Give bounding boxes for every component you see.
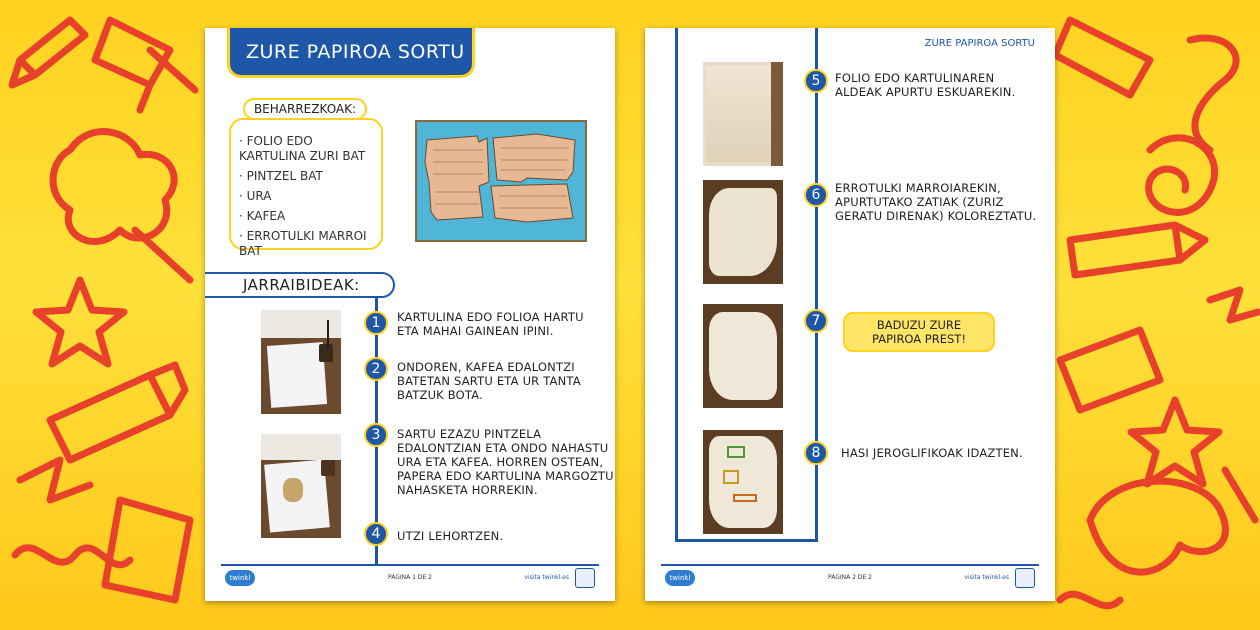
footer-page-number: PÁGINA 1 DE 2: [387, 574, 432, 581]
papyrus-example-image: [415, 120, 587, 242]
twinkl-logo: twinkl: [225, 570, 255, 586]
badge-icon: [1015, 568, 1035, 588]
step-text-6: ERROTULKI MARROIAREKIN, APURTUTAKO ZATIAK (ZURIZ GERATU DIRENAK) KOLOREZTATU.: [835, 181, 1037, 223]
ready-message: BADUZU ZURE PAPIROA PREST!: [843, 312, 995, 352]
steps-rail-bottom: [675, 539, 818, 542]
square-doodle-icon: [105, 500, 190, 600]
instructions-title: JARRAIBIDEAK:: [205, 272, 395, 298]
requirements-box: [229, 118, 383, 258]
badge-icon: [575, 568, 595, 588]
step-text-3: SARTU EZAZU PINTZELA EDALONTZIAN ETA ONDO NAHASTU URA ETA KAFEA. HORREN OSTEAN, PAPERA EDO KARTULINA MARGOZTU NAHASKETA HORREKIN.: [397, 427, 614, 497]
step-number-7: 7: [804, 309, 828, 333]
step-number-1: 1: [364, 311, 388, 335]
step-photo-painting-coffee: [261, 434, 341, 538]
requirement-item: · URA: [239, 189, 272, 203]
requirement-item: · ERROTULKI MARROI BAT: [239, 229, 367, 258]
step-number-3: 3: [364, 423, 388, 447]
pencil-doodle-icon: [12, 20, 85, 85]
star-doodle-icon: [36, 280, 124, 364]
page-title: ZURE PAPIROA SORTU: [227, 28, 475, 78]
requirement-item: · KAFEA: [239, 209, 286, 223]
footer-divider: [221, 564, 599, 566]
brush-doodle-icon: [95, 20, 170, 110]
step-number-8: 8: [804, 441, 828, 465]
paint-tube-doodle-icon: [1060, 330, 1160, 410]
squiggle-doodle-icon: [1190, 38, 1236, 150]
splat-doodle-icon: [53, 131, 174, 241]
paint-tube-doodle-icon: [50, 365, 185, 460]
step-photo-torn-edges: [703, 62, 783, 166]
step-number-6: 6: [804, 183, 828, 207]
steps-rail: [675, 28, 678, 542]
step-photo-colored-edges: [703, 180, 783, 284]
pencil-doodle-icon: [1225, 470, 1255, 520]
requirements-label: BEHARREZKOAK:: [243, 98, 367, 120]
worksheet-page-2: [645, 28, 1055, 601]
footer-url: visita twinkl.es: [524, 574, 569, 581]
step-text-5: FOLIO EDO KARTULINAREN ALDEAK APURTU ESKUAREKIN.: [835, 71, 1016, 99]
zigzag-doodle-icon: [20, 460, 90, 500]
twinkl-logo: twinkl: [665, 570, 695, 586]
palette-doodle-icon: [1090, 481, 1225, 572]
step-text-8: HASI JEROGLIFIKOAK IDAZTEN.: [841, 446, 1023, 460]
worksheet-page-1: [205, 28, 615, 601]
step-text-2: ONDOREN, KAFEA EDALONTZI BATETAN SARTU ETA UR TANTA BATZUK BOTA.: [397, 360, 581, 402]
step-photo-finished-papyrus: [703, 304, 783, 408]
step-photo-blank-paper: [261, 310, 341, 414]
step-number-2: 2: [364, 357, 388, 381]
zigzag-doodle-icon: [1210, 290, 1258, 320]
footer-url: visita twinkl.es: [964, 574, 1009, 581]
brush-doodle-icon: [1055, 20, 1150, 95]
page-header: ZURE PAPIROA SORTU: [924, 38, 1035, 49]
step-text-1: KARTULINA EDO FOLIOA HARTU ETA MAHAI GAINEAN IPINI.: [397, 310, 584, 338]
star-doodle-icon: [1131, 400, 1219, 484]
requirement-item: · FOLIO EDO KARTULINA ZURI BAT: [239, 134, 366, 163]
requirement-item: · PINTZEL BAT: [239, 169, 323, 183]
step-number-4: 4: [364, 522, 388, 546]
footer-divider: [661, 564, 1039, 566]
step-text-4: UTZI LEHORTZEN.: [397, 529, 504, 543]
step-photo-hieroglyphs: [703, 430, 783, 534]
footer-page-number: PÁGINA 2 DE 2: [827, 574, 872, 581]
spiral-doodle-icon: [1149, 138, 1215, 213]
squiggle-doodle-icon: [1060, 594, 1120, 606]
step-number-5: 5: [804, 69, 828, 93]
crayon-doodle-icon: [1070, 225, 1205, 275]
